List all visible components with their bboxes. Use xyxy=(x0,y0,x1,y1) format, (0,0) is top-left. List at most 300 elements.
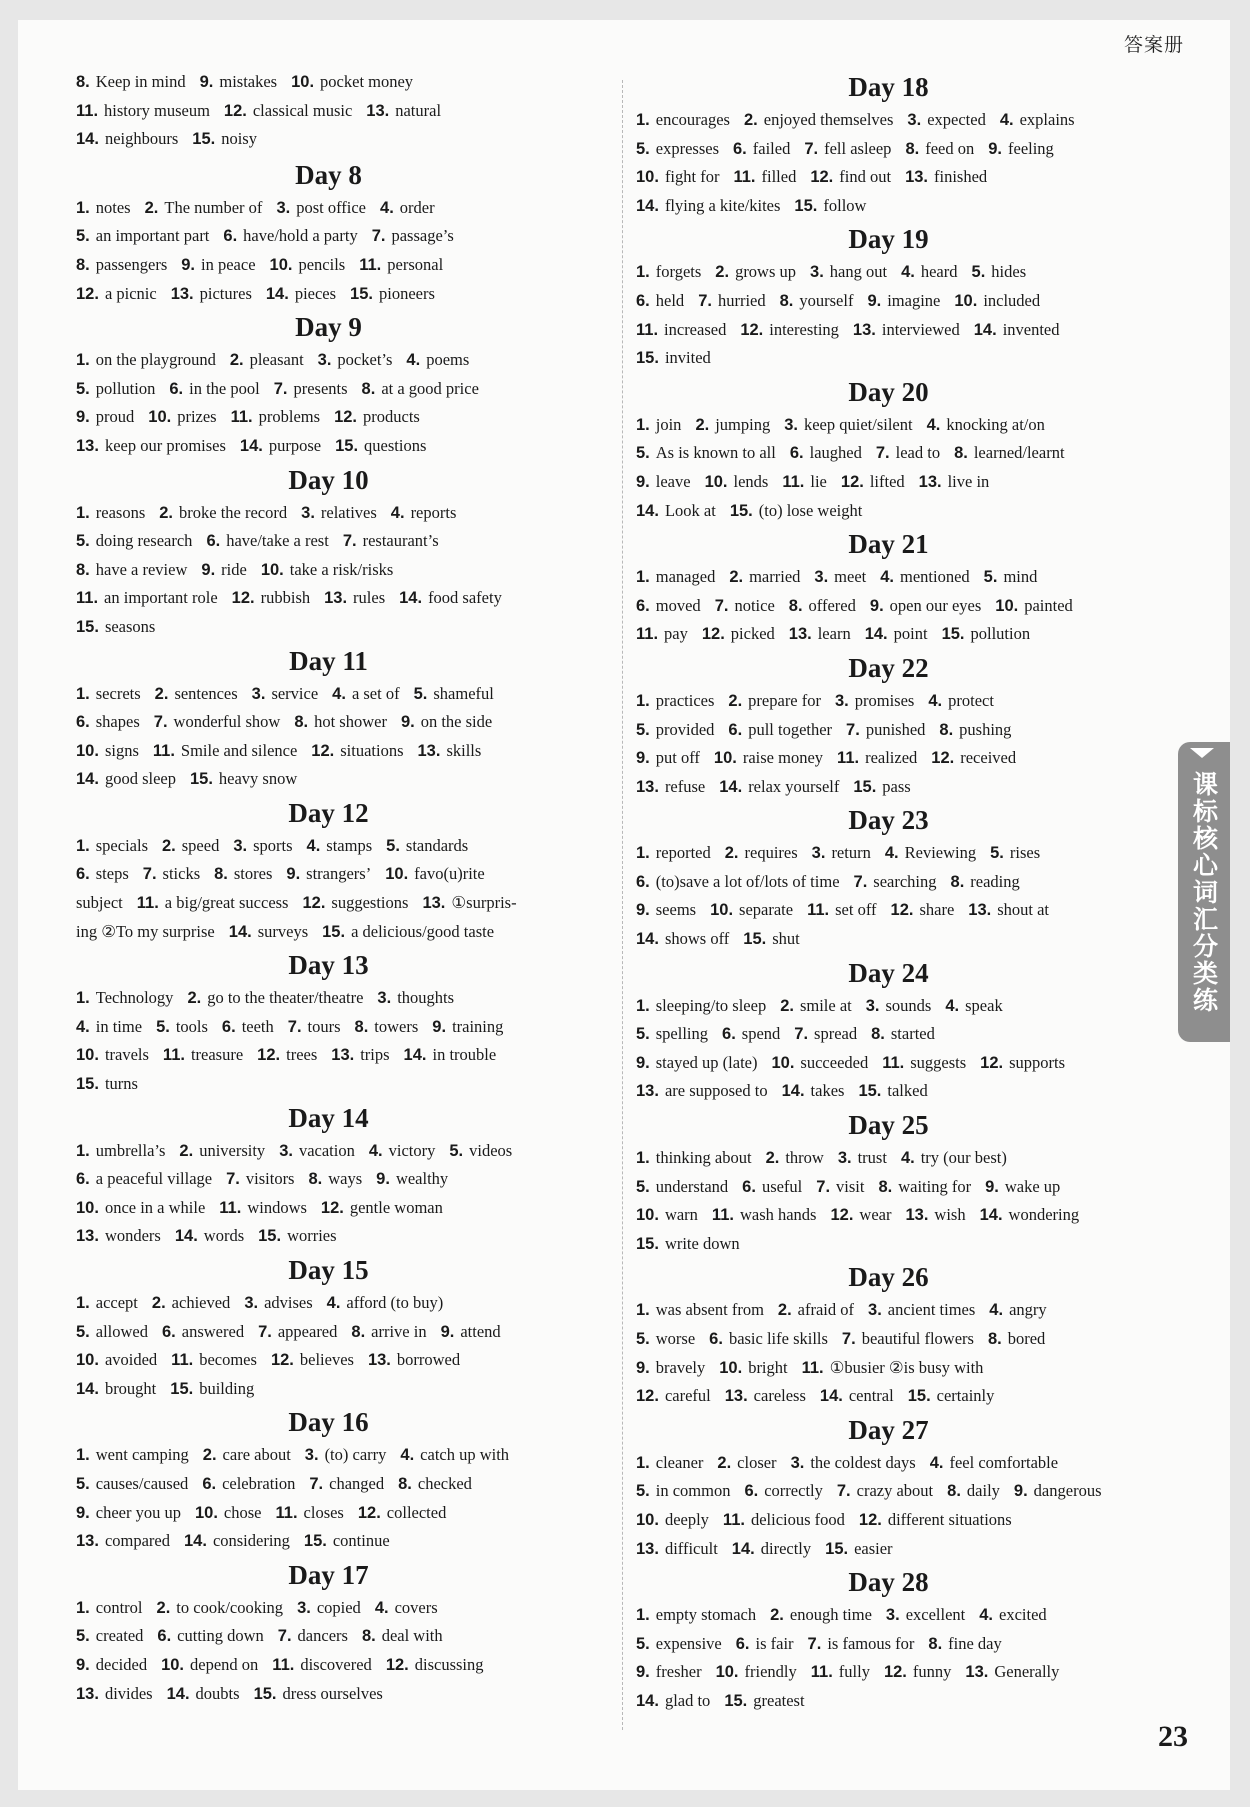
answer-text: heard xyxy=(920,262,958,282)
answer-number: 6. xyxy=(157,1627,172,1646)
answer-line xyxy=(636,1230,1181,1259)
answer-number: 5. xyxy=(76,1474,90,1493)
answer-line xyxy=(636,1325,1181,1354)
answer-text: sticks xyxy=(162,864,201,884)
answer-text: standards xyxy=(405,835,469,855)
answer-item xyxy=(233,836,292,855)
answer-number: 15. xyxy=(636,349,659,368)
answer-number: 2. xyxy=(202,1446,217,1465)
answer-text: increased xyxy=(664,319,727,339)
answer-text: easier xyxy=(854,1538,893,1558)
answer-item xyxy=(254,1684,383,1703)
answer-number: 5. xyxy=(76,1322,90,1341)
answer-line xyxy=(76,527,621,556)
answer-text: products xyxy=(363,407,420,427)
day-section xyxy=(76,946,621,1098)
answer-item xyxy=(820,1386,894,1405)
answer-item xyxy=(636,139,719,158)
answer-item xyxy=(866,996,932,1015)
answer-text: afford (to buy) xyxy=(346,1293,444,1312)
answer-number: 8. xyxy=(947,1482,961,1501)
answer-text: in trouble xyxy=(432,1045,497,1065)
answer-number: 1. xyxy=(76,1598,90,1617)
answer-text: forgets xyxy=(655,262,702,282)
answer-item xyxy=(76,922,215,941)
answer-number: 12. xyxy=(311,741,335,760)
answer-item xyxy=(372,226,454,245)
answer-item xyxy=(723,1510,845,1529)
answer-item xyxy=(853,777,910,796)
answer-number: 3. xyxy=(304,1446,319,1465)
answer-text: dangerous xyxy=(1033,1481,1102,1501)
answer-item xyxy=(709,1329,828,1348)
answer-line xyxy=(76,280,621,309)
answer-item xyxy=(195,1503,262,1522)
day-section xyxy=(76,642,621,794)
answer-item xyxy=(279,1141,355,1160)
day-title: Day 28 xyxy=(848,1567,929,1598)
answer-text: Keep in mind xyxy=(95,72,186,91)
answer-text: expensive xyxy=(655,1633,722,1653)
answer-number: 9. xyxy=(636,901,650,920)
answer-text: supports xyxy=(1009,1052,1066,1072)
answer-text: in peace xyxy=(201,254,256,274)
answer-number: 9. xyxy=(985,1177,999,1196)
answer-number: 12. xyxy=(840,472,864,491)
answer-item xyxy=(449,1141,512,1160)
answer-number: 15. xyxy=(76,1075,99,1094)
answer-text: afraid of xyxy=(797,1300,855,1320)
answer-item xyxy=(730,501,863,520)
answer-number: 3. xyxy=(301,503,315,522)
answer-line xyxy=(76,97,621,126)
answer-line xyxy=(76,194,621,223)
day-section xyxy=(636,1411,1181,1563)
answer-number: 12. xyxy=(980,1053,1004,1072)
answer-item xyxy=(871,1024,935,1043)
answer-item xyxy=(858,1081,927,1100)
answer-number: 10. xyxy=(260,560,284,579)
answer-text: control xyxy=(95,1597,143,1617)
answer-line xyxy=(76,708,621,737)
answer-number: 15. xyxy=(729,501,753,520)
answer-item xyxy=(291,72,413,91)
answer-text: explains xyxy=(1019,110,1075,129)
answer-text: invited xyxy=(664,348,711,368)
answer-item xyxy=(636,624,688,643)
answer-item xyxy=(728,720,832,739)
answer-number: 13. xyxy=(968,901,992,920)
answer-text: enough time xyxy=(789,1605,872,1625)
answer-line xyxy=(76,1318,621,1347)
answer-number: 4. xyxy=(926,415,941,434)
answer-number: 5. xyxy=(636,1177,650,1196)
answer-item xyxy=(717,1453,776,1472)
answer-text: subject xyxy=(76,893,123,913)
answer-number: 15. xyxy=(724,1691,748,1710)
answer-number: 10. xyxy=(76,741,99,760)
answer-text: feel comfortable xyxy=(949,1452,1059,1472)
answer-item xyxy=(636,1634,722,1653)
answer-item xyxy=(636,596,701,615)
answer-text: wealthy xyxy=(395,1169,449,1189)
answer-item xyxy=(905,1205,965,1224)
day-title: Day 18 xyxy=(848,72,929,102)
answer-item xyxy=(154,712,281,731)
answer-number: 12. xyxy=(883,1663,907,1682)
answer-number: 10. xyxy=(954,291,978,310)
answer-text: chose xyxy=(223,1502,262,1522)
answer-line xyxy=(636,1144,1181,1173)
answer-text: understand xyxy=(655,1176,729,1196)
answer-text: passengers xyxy=(95,254,168,274)
answer-number: 11. xyxy=(636,320,659,339)
day-section xyxy=(636,1106,1181,1258)
answer-item xyxy=(76,72,186,91)
answer-number: 5. xyxy=(76,1627,90,1646)
answer-number: 2. xyxy=(780,996,794,1015)
answer-text: situations xyxy=(340,740,404,760)
answer-text: follow xyxy=(823,195,867,215)
answer-number: 8. xyxy=(351,1322,366,1341)
answer-number: 7. xyxy=(309,1474,324,1493)
answer-text: sleeping/to sleep xyxy=(655,995,767,1015)
answer-number: 15. xyxy=(170,1379,194,1398)
answer-text: pioneers xyxy=(378,283,435,303)
answer-line xyxy=(636,896,1181,925)
answer-line xyxy=(76,737,621,766)
answer-text: building xyxy=(199,1378,255,1398)
answer-number: 13. xyxy=(367,1351,391,1370)
answer-text: fresher xyxy=(655,1662,702,1682)
answer-number: 11. xyxy=(275,1503,298,1522)
answer-line xyxy=(636,1201,1181,1230)
answer-item xyxy=(76,893,123,912)
answer-number: 5. xyxy=(636,1634,650,1653)
answer-text: laughed xyxy=(809,443,862,463)
answer-number: 1. xyxy=(636,568,650,587)
answer-item xyxy=(355,1017,419,1036)
answer-item xyxy=(724,1691,804,1710)
answer-item xyxy=(76,1474,188,1493)
answer-text: mentioned xyxy=(900,567,970,587)
answer-text: learn xyxy=(817,624,851,644)
answer-number: 9. xyxy=(636,1358,650,1377)
answer-item xyxy=(716,1662,797,1681)
answer-number: 6. xyxy=(76,865,90,884)
answer-number: 8. xyxy=(878,1177,893,1196)
answer-item xyxy=(406,350,469,369)
answer-line xyxy=(636,192,1181,221)
answer-item xyxy=(919,472,990,491)
answer-number: 1. xyxy=(636,691,650,710)
answer-text: bright xyxy=(748,1357,788,1377)
answer-text: (to)save a lot of/lots of time xyxy=(655,871,840,891)
answer-line xyxy=(76,556,621,585)
answer-number: 12. xyxy=(701,625,725,644)
answer-number: 10. xyxy=(715,1663,739,1682)
answer-item xyxy=(825,1539,892,1558)
answer-line xyxy=(636,1658,1181,1687)
answer-item xyxy=(780,291,854,310)
answer-item xyxy=(636,748,700,767)
answer-text: pictures xyxy=(199,283,252,303)
answer-text: poems xyxy=(426,350,470,370)
answer-item xyxy=(252,684,319,703)
answer-text: purpose xyxy=(268,435,322,455)
answer-text: The number of xyxy=(164,197,263,217)
answer-line xyxy=(76,832,621,861)
answer-number: 6. xyxy=(728,720,743,739)
answer-number: 10. xyxy=(713,749,737,768)
left-column xyxy=(76,68,621,1708)
answer-number: 13. xyxy=(76,1532,99,1551)
answer-text: on the side xyxy=(420,712,493,732)
answer-item xyxy=(278,1626,348,1645)
answer-text: visitors xyxy=(245,1169,295,1189)
answer-line xyxy=(636,1077,1181,1106)
answer-number: 14. xyxy=(819,1387,843,1406)
answer-text: requires xyxy=(744,843,798,863)
answer-item xyxy=(76,560,187,579)
answer-text: a picnic xyxy=(104,283,157,303)
answer-item xyxy=(636,1148,752,1167)
answer-item xyxy=(223,226,357,245)
answer-text: achieved xyxy=(171,1293,231,1312)
answer-text: signs xyxy=(104,740,139,760)
answer-text: mistakes xyxy=(219,72,278,91)
answer-item xyxy=(143,864,200,883)
answer-number: 6. xyxy=(223,227,238,246)
answer-item xyxy=(432,1017,503,1036)
answer-item xyxy=(942,624,1031,643)
answer-item xyxy=(995,596,1073,615)
answer-text: thoughts xyxy=(397,988,455,1008)
answer-item xyxy=(636,1300,764,1319)
answer-number: 12. xyxy=(810,168,834,187)
answer-number: 13. xyxy=(905,168,928,187)
answer-number: 4. xyxy=(406,351,421,370)
answer-text: Look at xyxy=(664,500,716,520)
answer-number: 8. xyxy=(779,291,794,310)
answer-text: refuse xyxy=(664,776,706,796)
answer-text: windows xyxy=(247,1197,307,1217)
answer-text: travels xyxy=(104,1045,149,1065)
answer-text: shameful xyxy=(433,683,494,703)
answer-line xyxy=(636,1535,1181,1564)
answer-number: 15. xyxy=(189,770,213,789)
answer-text: go to the theater/theatre xyxy=(207,988,364,1008)
answer-text: invented xyxy=(1002,319,1060,339)
answer-text: held xyxy=(655,290,685,310)
answer-number: 8. xyxy=(398,1474,412,1493)
side-tab xyxy=(1178,742,1230,1042)
answer-line xyxy=(636,411,1181,440)
answer-text: prizes xyxy=(177,407,217,427)
answer-text: stayed up (late) xyxy=(655,1052,758,1072)
answer-number: 10. xyxy=(719,1358,743,1377)
day-section xyxy=(76,461,621,642)
answer-item xyxy=(76,988,173,1007)
answer-item xyxy=(184,1531,290,1550)
answer-line xyxy=(636,1049,1181,1078)
answer-text: collected xyxy=(386,1502,447,1522)
answer-number: 12. xyxy=(830,1206,854,1225)
answer-item xyxy=(358,1503,446,1522)
answer-number: 7. xyxy=(371,227,386,246)
answer-item xyxy=(905,139,974,158)
answer-item xyxy=(398,1474,472,1493)
answer-line xyxy=(636,839,1181,868)
answer-item xyxy=(837,748,917,767)
answer-text: Generally xyxy=(994,1662,1060,1682)
day-title: Day 27 xyxy=(848,1414,929,1445)
answer-text: relax yourself xyxy=(748,776,840,796)
answer-item xyxy=(161,1655,258,1674)
answer-text: Reviewing xyxy=(904,843,977,863)
answer-text: closes xyxy=(303,1502,344,1522)
answer-line xyxy=(76,403,621,432)
answer-item xyxy=(812,843,871,862)
answer-item xyxy=(232,588,310,607)
answer-text: greatest xyxy=(753,1690,805,1710)
answer-item xyxy=(876,443,940,462)
answer-text: attend xyxy=(460,1321,501,1341)
answer-item xyxy=(162,1322,244,1341)
answer-item xyxy=(636,872,840,891)
answer-text: continue xyxy=(332,1531,390,1551)
answer-number: 3. xyxy=(377,989,392,1008)
answer-text: received xyxy=(960,748,1017,768)
answer-number: 1. xyxy=(636,996,650,1015)
answer-number: 2. xyxy=(151,1294,166,1312)
answer-text: believes xyxy=(299,1350,354,1370)
answer-item xyxy=(76,1045,149,1064)
answer-text: noisy xyxy=(221,129,257,149)
answer-text: a delicious/good taste xyxy=(351,921,495,941)
answer-item xyxy=(989,1300,1046,1319)
answer-number: 2. xyxy=(715,263,730,282)
answer-text: pocket’s xyxy=(337,350,393,370)
answer-text: failed xyxy=(752,138,791,158)
answer-text: spend xyxy=(741,1024,781,1044)
answer-item xyxy=(137,893,289,912)
answer-text: care about xyxy=(222,1445,291,1465)
answer-number: 3. xyxy=(297,1598,311,1617)
answer-item xyxy=(76,1141,165,1160)
answer-number: 5. xyxy=(636,1330,650,1348)
answer-text: causes/caused xyxy=(95,1473,189,1493)
answer-item xyxy=(76,284,157,303)
answer-number: 14. xyxy=(636,1691,659,1710)
answer-number: 1. xyxy=(76,1446,90,1465)
answer-number: 12. xyxy=(740,320,764,339)
answer-text: prepare for xyxy=(748,690,821,710)
day-section xyxy=(636,373,1181,525)
answer-number: 10. xyxy=(76,1351,99,1370)
answer-text: borrowed xyxy=(396,1350,461,1370)
answer-text: shut xyxy=(772,929,800,949)
answer-line xyxy=(636,344,1181,373)
answer-number: 7. xyxy=(853,872,868,891)
answer-number: 9. xyxy=(432,1017,447,1036)
answer-number: 13. xyxy=(76,1684,99,1703)
answer-text: turns xyxy=(104,1074,138,1094)
answer-text: post office xyxy=(296,197,367,217)
answer-number: 5. xyxy=(636,1482,650,1501)
answer-number: 4. xyxy=(374,1598,389,1617)
answer-number: 14. xyxy=(228,922,252,941)
answer-text: a peaceful village xyxy=(95,1169,213,1189)
answer-line xyxy=(636,1296,1181,1325)
answer-text: celebration xyxy=(222,1473,296,1493)
answer-text: proud xyxy=(95,407,135,427)
answer-number: 7. xyxy=(816,1177,831,1196)
answer-number: 15. xyxy=(253,1684,277,1703)
answer-line xyxy=(636,1601,1181,1630)
answer-item xyxy=(76,407,134,426)
answer-number: 13. xyxy=(422,894,446,913)
answer-text: useful xyxy=(761,1176,803,1196)
answer-item xyxy=(636,320,726,339)
answer-text: relatives xyxy=(320,502,377,522)
answer-text: promises xyxy=(854,690,915,710)
answer-line xyxy=(636,1477,1181,1506)
answer-text: neighbours xyxy=(104,129,179,149)
answer-line xyxy=(636,106,1181,135)
answer-text: interesting xyxy=(769,319,839,339)
answer-text: basic life skills xyxy=(728,1329,828,1348)
answer-number: 2. xyxy=(777,1301,792,1320)
answer-number: 8. xyxy=(76,73,90,91)
answer-item xyxy=(156,1017,208,1036)
answer-text: pushing xyxy=(959,719,1012,739)
answer-item xyxy=(214,864,272,883)
answer-text: return xyxy=(831,843,871,863)
answer-text: a set of xyxy=(351,683,400,703)
answer-text: angry xyxy=(1009,1300,1047,1320)
answer-text: in the pool xyxy=(189,378,260,398)
answer-text: empty stomach xyxy=(655,1605,757,1625)
answer-number: 11. xyxy=(782,472,805,491)
answer-number: 10. xyxy=(636,1510,659,1529)
answer-text: steps xyxy=(95,864,129,884)
answer-item xyxy=(76,503,145,522)
answer-number: 9. xyxy=(376,1170,390,1189)
answer-item xyxy=(399,588,502,607)
answer-number: 8. xyxy=(939,720,954,739)
answer-line xyxy=(76,1013,621,1042)
answer-text: to cook/cooking xyxy=(176,1597,284,1617)
answer-number: 3. xyxy=(317,351,332,370)
answer-text: pleasant xyxy=(249,350,304,370)
answer-text: copied xyxy=(316,1597,361,1617)
answer-text: speak xyxy=(965,995,1003,1015)
answer-item xyxy=(203,1445,291,1464)
answer-number: 6. xyxy=(169,379,184,398)
answer-line xyxy=(636,687,1181,716)
answer-number: 15. xyxy=(335,436,359,455)
answer-number: 5. xyxy=(636,444,650,463)
answer-number: 11. xyxy=(219,1198,242,1217)
answer-text: training xyxy=(452,1016,504,1036)
answer-number: 8. xyxy=(788,596,803,615)
answer-item xyxy=(740,320,839,339)
answer-text: reading xyxy=(970,871,1020,891)
answer-text: speed xyxy=(181,835,220,855)
answer-text: open our eyes xyxy=(889,595,982,615)
answer-number: 14. xyxy=(184,1532,207,1551)
